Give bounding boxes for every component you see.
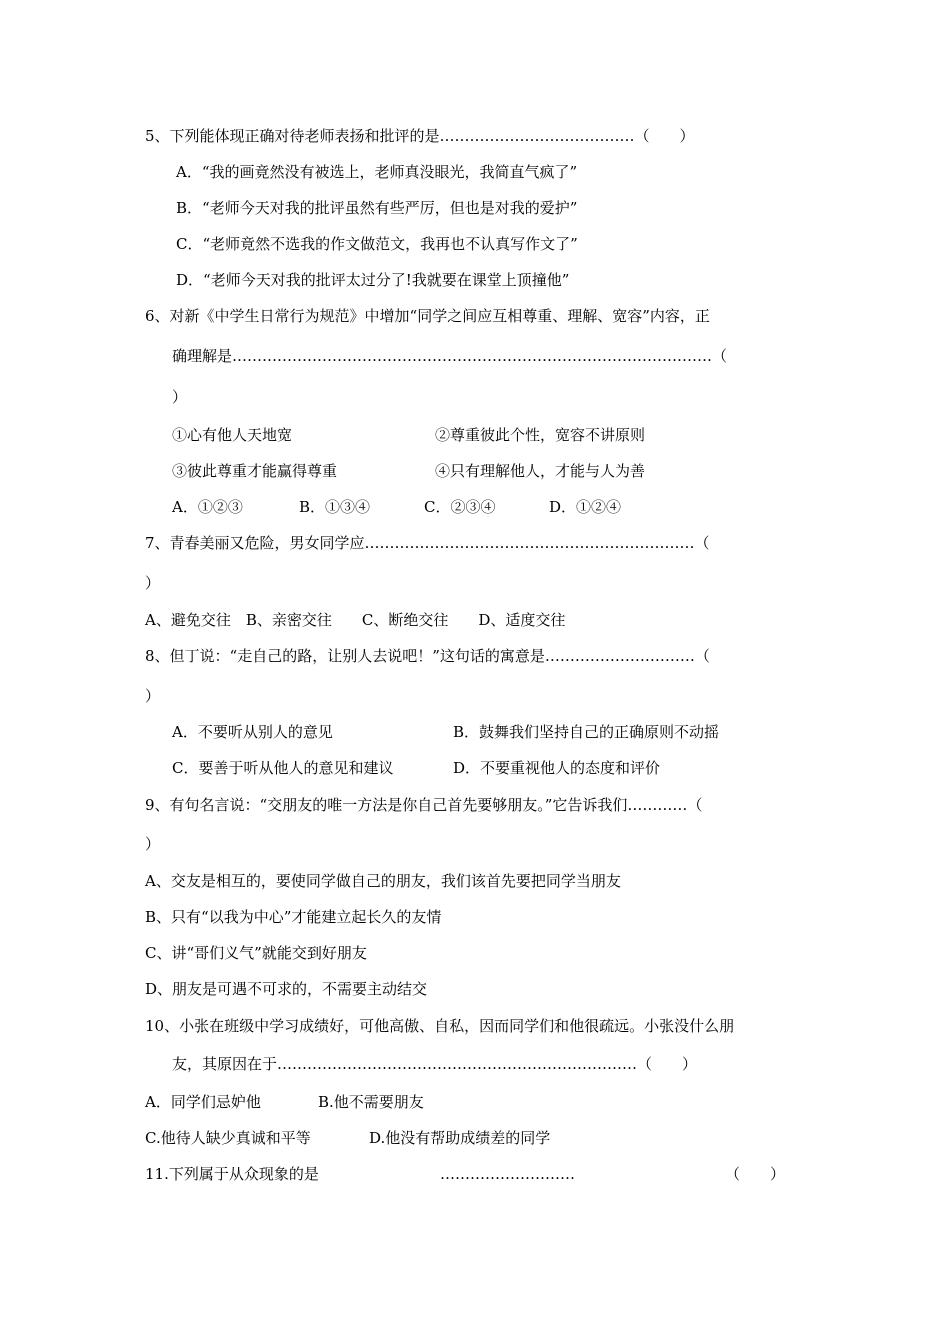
q5-option-a: A．“我的画竟然没有被选上，老师真没眼光，我简直气疯了”: [176, 163, 578, 181]
q6-statement-3: ③彼此尊重才能赢得尊重: [172, 462, 338, 480]
q8-option-d: D．不要重视他人的态度和评价: [453, 759, 661, 777]
q6-stem-line2: 确理解是……………………………………………………………………………………（: [172, 347, 728, 365]
q11-answer-paren: （ ）: [725, 1165, 786, 1183]
q10-option-b: B.他不需要朋友: [318, 1093, 424, 1111]
q6-option-a: A．①②③: [172, 498, 243, 516]
q8-option-b: B．鼓舞我们坚持自己的正确原则不动摇: [453, 723, 720, 741]
q11-stem: 11.下列属于从众现象的是: [145, 1165, 319, 1183]
q9-option-a: A、交友是相互的，要使同学做自己的朋友，我们该首先要把同学当朋友: [145, 872, 621, 890]
q7-stem-line2: ）: [145, 574, 161, 592]
q6-statement-4: ④只有理解他人，才能与人为善: [435, 462, 646, 480]
q8-stem-line2: ）: [145, 687, 161, 705]
q6-statement-1: ①心有他人天地宽: [172, 426, 293, 444]
q5-option-d: D．“老师今天对我的批评太过分了!我就要在课堂上顶撞他”: [176, 271, 570, 289]
q9-option-d: D、朋友是可遇不可求的，不需要主动结交: [145, 980, 428, 998]
q10-option-c: C.他待人缺少真诚和平等: [145, 1129, 311, 1147]
q8-stem-line1: 8、但丁说：“走自己的路，让别人去说吧！”这句话的寓意是…………………………（: [145, 647, 710, 665]
q10-option-d: D.他没有帮助成绩差的同学: [369, 1129, 551, 1147]
q6-statement-2: ②尊重彼此个性，宽容不讲原则: [435, 426, 646, 444]
q6-option-b: B．①③④: [299, 498, 371, 516]
q9-option-b: B、只有“以我为中心”才能建立起长久的友情: [145, 908, 442, 926]
q5-option-b: B．“老师今天对我的批评虽然有些严厉，但也是对我的爱护”: [176, 199, 578, 217]
q6-option-d: D．①②④: [549, 498, 622, 516]
q9-stem-line1: 9、有句名言说：“交朋友的唯一方法是你自己首先要够朋友。”它告诉我们…………（: [145, 796, 703, 814]
q6-option-c: C．②③④: [424, 498, 496, 516]
q11-dots: ………………………: [440, 1165, 575, 1183]
q8-option-c: C．要善于听从他人的意见和建议: [172, 759, 394, 777]
q10-option-a: A．同学们忌妒他: [145, 1093, 261, 1111]
q7-stem-line1: 7、青春美丽又危险，男女同学应…………………………………………………………（: [145, 534, 710, 552]
q8-option-a: A．不要听从别人的意见: [172, 723, 333, 741]
q6-stem-line1: 6、对新《中学生日常行为规范》中增加“同学之间应互相尊重、理解、宽容”内容，正: [145, 307, 710, 325]
q6-stem-line3: ）: [172, 388, 188, 406]
q5-option-c: C．“老师竟然不选我的作文做范文，我再也不认真写作文了”: [176, 235, 578, 253]
q10-stem-line1: 10、小张在班级中学习成绩好，可他高傲、自私，因而同学们和他很疏远。小张没什么朋: [145, 1017, 735, 1035]
q9-option-c: C、讲“哥们义气”就能交到好朋友: [145, 944, 367, 962]
q9-stem-line2: ）: [145, 835, 161, 853]
q7-options: A、避免交往 B、亲密交往 C、断绝交往 D、适度交往: [145, 611, 566, 629]
q5-stem: 5、下列能体现正确对待老师表扬和批评的是…………………………………（ ）: [145, 127, 695, 145]
q10-stem-line2: 友，其原因在于………………………………………………………………（ ）: [172, 1055, 698, 1073]
